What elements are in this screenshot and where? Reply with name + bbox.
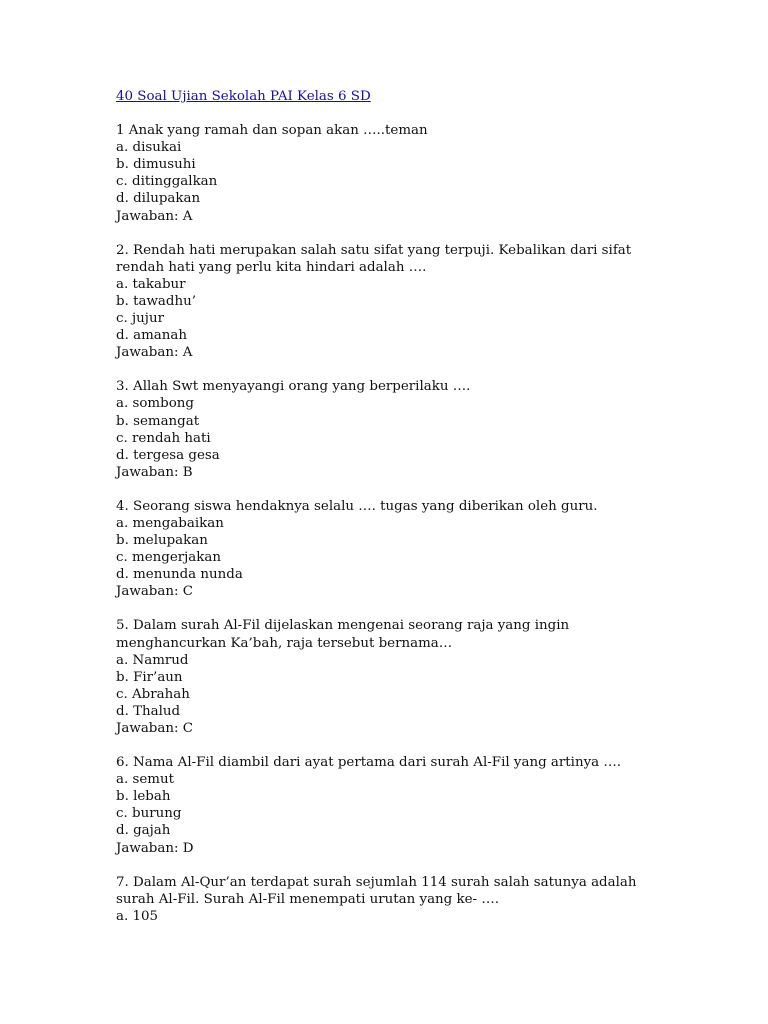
answer-option: a. sombong xyxy=(116,396,194,412)
answer-option: a. 105 xyxy=(116,908,159,924)
answer-option: d. dilupakan xyxy=(116,191,201,207)
answer-key: Jawaban: A xyxy=(116,345,193,361)
answer-option: d. Thalud xyxy=(116,703,181,719)
answer-option: d. menunda nunda xyxy=(116,567,243,583)
answer-key: Jawaban: C xyxy=(116,721,193,736)
question-stem-line: 2. Rendah hati merupakan salah satu sifat yang terpuji. Kebalikan dari sifat xyxy=(116,242,632,258)
question-stem-line: 1 Anak yang ramah dan sopan akan …..teman xyxy=(116,123,428,139)
question-stem-line: 4. Seorang siswa hendaknya selalu …. tugas yang diberikan oleh guru. xyxy=(116,498,598,514)
answer-option: a. mengabaikan xyxy=(116,515,224,531)
answer-option: b. tawadhu’ xyxy=(116,293,196,309)
question-4 xyxy=(116,498,676,601)
answer-option: b. lebah xyxy=(116,789,171,805)
answer-option: d. gajah xyxy=(116,823,171,839)
question-stem-line: surah Al-Fil. Surah Al-Fil menempati urutan yang ke- …. xyxy=(116,891,499,907)
answer-option: c. ditinggalkan xyxy=(116,174,218,190)
answer-option: a. takabur xyxy=(116,276,186,292)
question-stem-line: menghancurkan Ka’bah, raja tersebut bernama… xyxy=(116,635,453,651)
question-3 xyxy=(116,378,676,481)
question-stem-line: rendah hati yang perlu kita hindari adalah …. xyxy=(116,259,427,275)
answer-key: Jawaban: C xyxy=(116,584,193,600)
question-stem-line: 3. Allah Swt menyayangi orang yang berperilaku …. xyxy=(116,379,471,395)
answer-option: c. jujur xyxy=(116,311,164,327)
answer-key: Jawaban: B xyxy=(116,464,193,480)
question-stem-line: 6. Nama Al-Fil diambil dari ayat pertama dari surah Al-Fil yang artinya …. xyxy=(116,755,622,771)
answer-option: d. amanah xyxy=(116,328,187,344)
answer-option: b. semangat xyxy=(116,413,200,429)
answer-option: c. Abrahah xyxy=(116,686,190,702)
document-page xyxy=(116,88,676,942)
question-stem-line: 5. Dalam surah Al-Fil dijelaskan mengenai seorang raja yang ingin xyxy=(116,618,570,634)
question-2 xyxy=(116,242,676,362)
question-list xyxy=(116,122,676,925)
document-title-link[interactable]: 40 Soal Ujian Sekolah PAI Kelas 6 SD xyxy=(116,89,371,104)
question-5 xyxy=(116,617,676,737)
question-1 xyxy=(116,122,676,225)
answer-key: Jawaban: D xyxy=(116,840,194,856)
answer-option: b. melupakan xyxy=(116,533,208,549)
question-stem-line: 7. Dalam Al-Qur’an terdapat surah sejumlah 114 surah salah satunya adalah xyxy=(116,874,637,890)
question-6 xyxy=(116,754,676,857)
question-7 xyxy=(116,874,676,925)
answer-option: d. tergesa gesa xyxy=(116,447,220,463)
answer-option: b. dimusuhi xyxy=(116,157,196,173)
answer-option: c. burung xyxy=(116,806,182,822)
answer-option: b. Fir’aun xyxy=(116,669,183,685)
answer-option: a. semut xyxy=(116,772,174,788)
answer-option: c. rendah hati xyxy=(116,430,211,446)
answer-option: a. disukai xyxy=(116,140,182,156)
answer-option: c. mengerjakan xyxy=(116,550,222,566)
answer-option: a. Namrud xyxy=(116,652,189,668)
answer-key: Jawaban: A xyxy=(116,208,193,224)
